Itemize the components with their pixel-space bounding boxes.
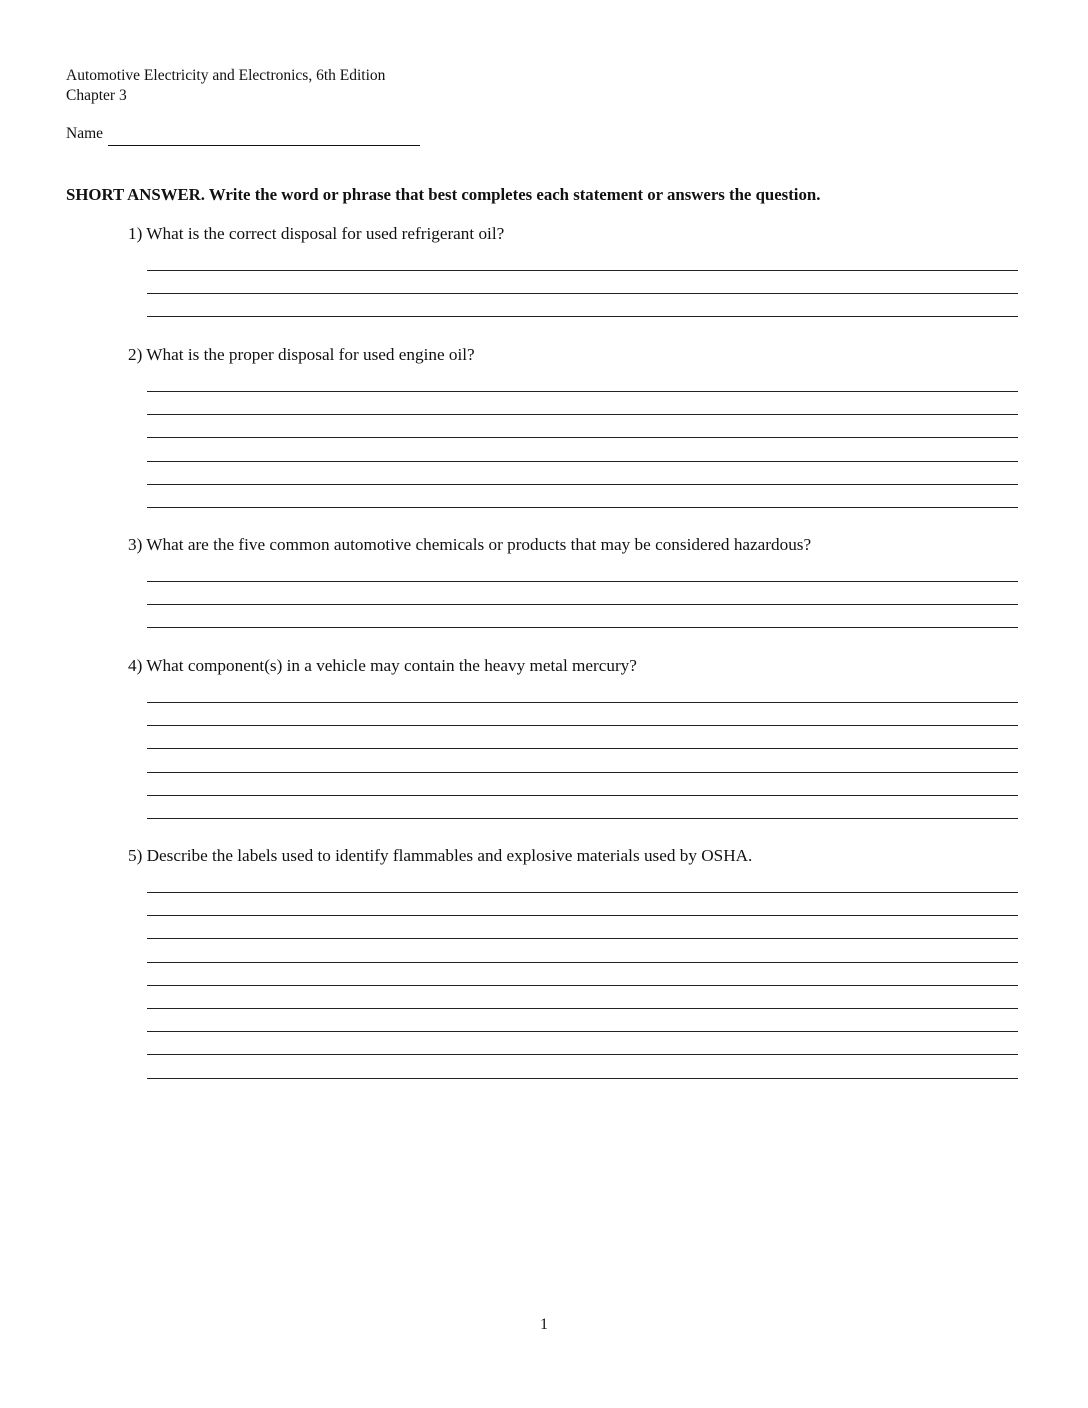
answer-line[interactable] [147, 818, 1018, 819]
answer-line[interactable] [147, 725, 1018, 726]
answer-line[interactable] [147, 627, 1018, 628]
name-label: Name [66, 125, 104, 142]
question-4: 4) What component(s) in a vehicle may contain the heavy metal mercury? [128, 656, 637, 675]
answer-line[interactable] [147, 1031, 1018, 1032]
book-title: Automotive Electricity and Electronics, 6th Edition [66, 67, 386, 84]
section-instructions: SHORT ANSWER. Write the word or phrase that best completes each statement or answers the question. [66, 185, 821, 204]
answer-line[interactable] [147, 892, 1018, 893]
answer-line[interactable] [147, 1054, 1018, 1055]
answer-line[interactable] [147, 962, 1018, 963]
question-2: 2) What is the proper disposal for used engine oil? [128, 345, 475, 364]
answer-line[interactable] [147, 915, 1018, 916]
answer-line[interactable] [147, 270, 1018, 271]
answer-line[interactable] [147, 316, 1018, 317]
answer-line[interactable] [147, 391, 1018, 392]
answer-line[interactable] [147, 507, 1018, 508]
name-field-line[interactable] [108, 145, 420, 146]
question-1: 1) What is the correct disposal for used refrigerant oil? [128, 224, 505, 243]
answer-line[interactable] [147, 772, 1018, 773]
answer-line[interactable] [147, 1078, 1018, 1079]
answer-line[interactable] [147, 293, 1018, 294]
page-number: 1 [540, 1316, 548, 1333]
answer-line[interactable] [147, 702, 1018, 703]
answer-line[interactable] [147, 985, 1018, 986]
answer-line[interactable] [147, 795, 1018, 796]
answer-line[interactable] [147, 461, 1018, 462]
answer-line[interactable] [147, 748, 1018, 749]
answer-line[interactable] [147, 938, 1018, 939]
answer-line[interactable] [147, 414, 1018, 415]
answer-line[interactable] [147, 437, 1018, 438]
answer-line[interactable] [147, 581, 1018, 582]
chapter-label: Chapter 3 [66, 87, 127, 104]
question-5: 5) Describe the labels used to identify flammables and explosive materials used by OSHA. [128, 846, 753, 865]
answer-line[interactable] [147, 604, 1018, 605]
answer-line[interactable] [147, 484, 1018, 485]
question-3: 3) What are the five common automotive chemicals or products that may be considered hazardous? [128, 535, 812, 554]
answer-line[interactable] [147, 1008, 1018, 1009]
